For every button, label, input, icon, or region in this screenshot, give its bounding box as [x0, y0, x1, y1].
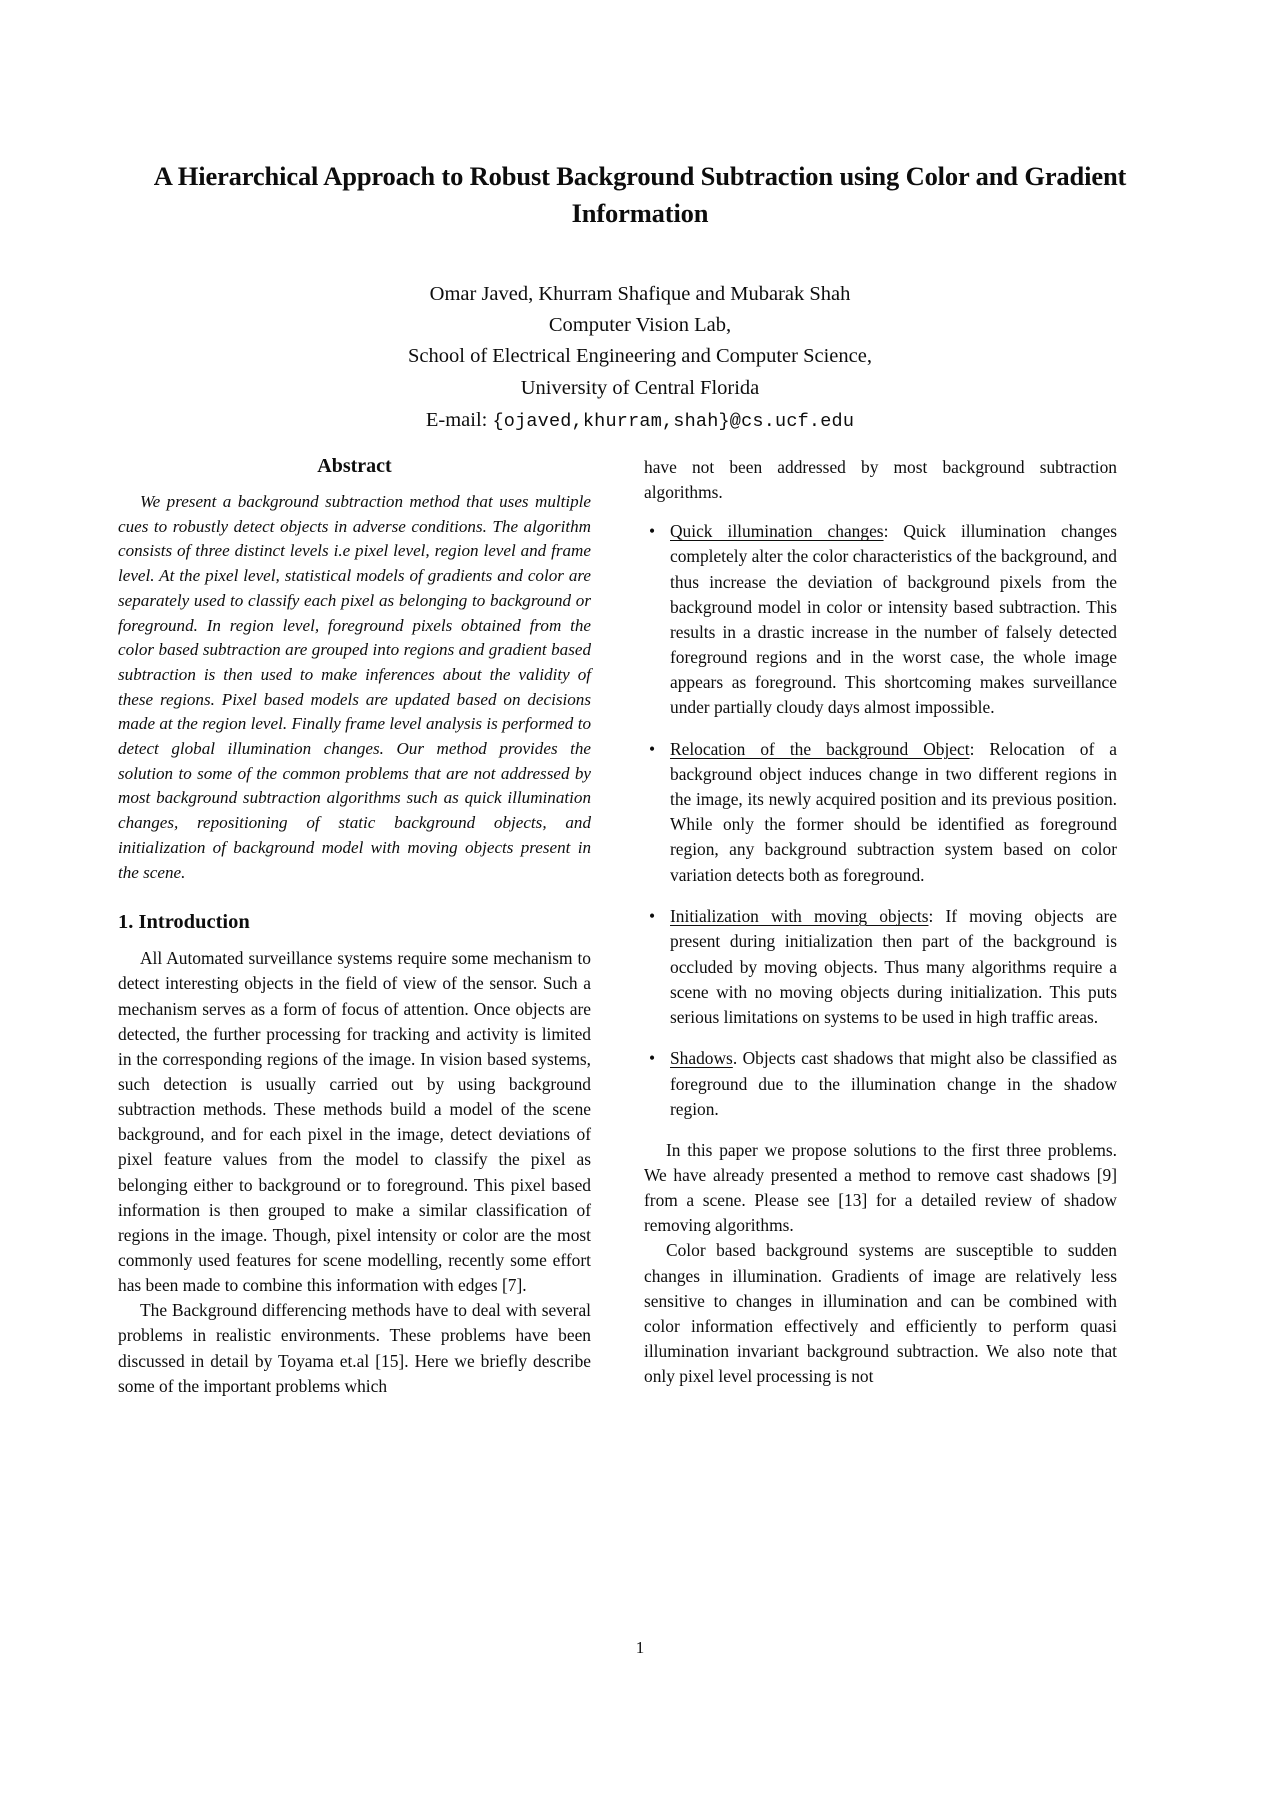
email-address: {ojaved,khurram,shah}@cs.ucf.edu — [492, 410, 855, 432]
list-item — [644, 904, 1117, 1030]
author-names: Omar Javed, Khurram Shafique and Mubarak Shah — [429, 283, 851, 306]
bullet-body: If moving objects are present during initialization then part of the background is occluded by moving objects. Thus many algorithms require a scene with no moving objects during initialization. This puts serious limitations on systems to be used in high traffic areas. — [670, 906, 1117, 1027]
bullet-separator: . — [732, 1048, 738, 1069]
bullet-separator: : — [883, 521, 889, 542]
right-column — [644, 455, 1117, 1399]
bullet-separator: : — [969, 738, 975, 759]
email-label: E-mail: — [425, 408, 488, 431]
intro-paragraph-2: The Background differencing methods have to deal with several problems in realistic environments. These problems have been discussed in detail by Toyama et.al [15]. Here we briefly describe some of the important problems which — [118, 1300, 591, 1396]
page-title: A Hierarchical Approach to Robust Background Subtraction using Color and Gradient Information — [153, 161, 1127, 228]
paper-header — [0, 0, 1280, 436]
list-item — [644, 1046, 1117, 1121]
email-line — [118, 405, 1162, 436]
list-item — [644, 737, 1117, 888]
bullet-lead-in: Shadows — [670, 1048, 733, 1069]
section-heading-introduction: 1. Introduction — [118, 911, 250, 934]
affiliation-lab: Computer Vision Lab, — [548, 314, 732, 337]
bullet-body: Relocation of a background object induces change in two different regions in the image, its newly acquired position and its previous position. While only the former should be identified as foreground region, any background subtraction system based on color variation detects both as foreground. — [670, 738, 1117, 885]
list-item — [644, 519, 1117, 720]
bullet-point-icon: • — [649, 906, 656, 927]
bullet-body: Quick illumination changes completely alter the color characteristics of the background, and thus increase the deviation of background pixels from the background model in color or intensity based subtraction. This results in a drastic increase in the number of falsely detected foreground regions and in the worst case, the whole image appears as foreground. This shortcoming makes surveillance under partially cloudy days almost impossible. — [670, 521, 1117, 718]
affiliation-school: School of Electrical Engineering and Computer Science, — [408, 345, 872, 368]
page-number: 1 — [635, 1638, 645, 1657]
bullet-lead-in: Initialization with moving objects — [670, 906, 929, 927]
bullet-body: Objects cast shadows that might also be classified as foreground due to the illumination change in the shadow region. — [670, 1048, 1117, 1119]
two-column-body — [0, 455, 1280, 1399]
bullet-point-icon: • — [649, 1048, 656, 1069]
intro-paragraph-1: All Automated surveillance systems require some mechanism to detect interesting objects in the field of view of the sensor. Such a mechanism serves as a form of focus of attention. Once objects are detected, the further processing for tracking and activity is limited in the corresponding regions of the image. In vision based systems, such detection is usually carried out by using background subtraction methods. These methods build a model of the scene background, and for each pixel in the image, detect deviations of pixel feature values from the model to classify the pixel as belonging either to background or to foreground. This pixel based information is then grouped to make a similar classification of regions in the image. Though, pixel intensity or color are the most commonly used features for scene modelling, recently some effort has been made to combine this information with edges [7]. — [118, 948, 591, 1296]
bullet-separator: : — [928, 906, 934, 927]
affiliation-university: University of Central Florida — [520, 376, 760, 399]
problems-bullet-list — [644, 519, 1117, 1122]
intro-paragraph-2-continued: have not been addressed by most background subtraction algorithms. — [644, 457, 1117, 503]
intro-paragraph-3: In this paper we propose solutions to the first three problems. We have already presented a method to remove cast shadows [9] from a scene. Please see [13] for a detailed review of shadow removing algorithms. — [644, 1139, 1117, 1236]
bullet-lead-in: Relocation of the background Object — [670, 738, 970, 759]
intro-paragraph-4: Color based background systems are susceptible to sudden changes in illumination. Gradients of image are relatively less sensitive to changes in illumination and can be combined with color information effectively and efficiently to perform quasi illumination invariant background subtraction. We also note that only pixel level processing is not — [644, 1240, 1117, 1387]
bullet-lead-in: Quick illumination changes — [670, 521, 884, 542]
intro-tail-paragraphs — [644, 1138, 1117, 1389]
author-block — [118, 279, 1162, 436]
abstract-heading: Abstract — [317, 455, 392, 477]
left-column — [118, 455, 591, 1399]
abstract-text: We present a background subtraction method that uses multiple cues to robustly detect objects in adverse conditions. The algorithm consists of three distinct levels i.e pixel level, region level and frame level. At the pixel level, statistical models of gradients and color are separately used to classify each pixel as belonging to background or foreground. In region level, foreground pixels obtained from the color based subtraction are grouped into regions and gradient based subtraction is then used to make inferences about the validity of these regions. Pixel based models are updated based on decisions made at the region level. Finally frame level analysis is performed to detect global illumination changes. Our method provides the solution to some of the common problems that are not addressed by most background subtraction algorithms such as quick illumination changes, repositioning of static background objects, and initialization of background model with moving objects present in the scene. — [118, 492, 591, 882]
bullet-point-icon: • — [649, 738, 656, 759]
bullet-point-icon: • — [649, 521, 656, 542]
